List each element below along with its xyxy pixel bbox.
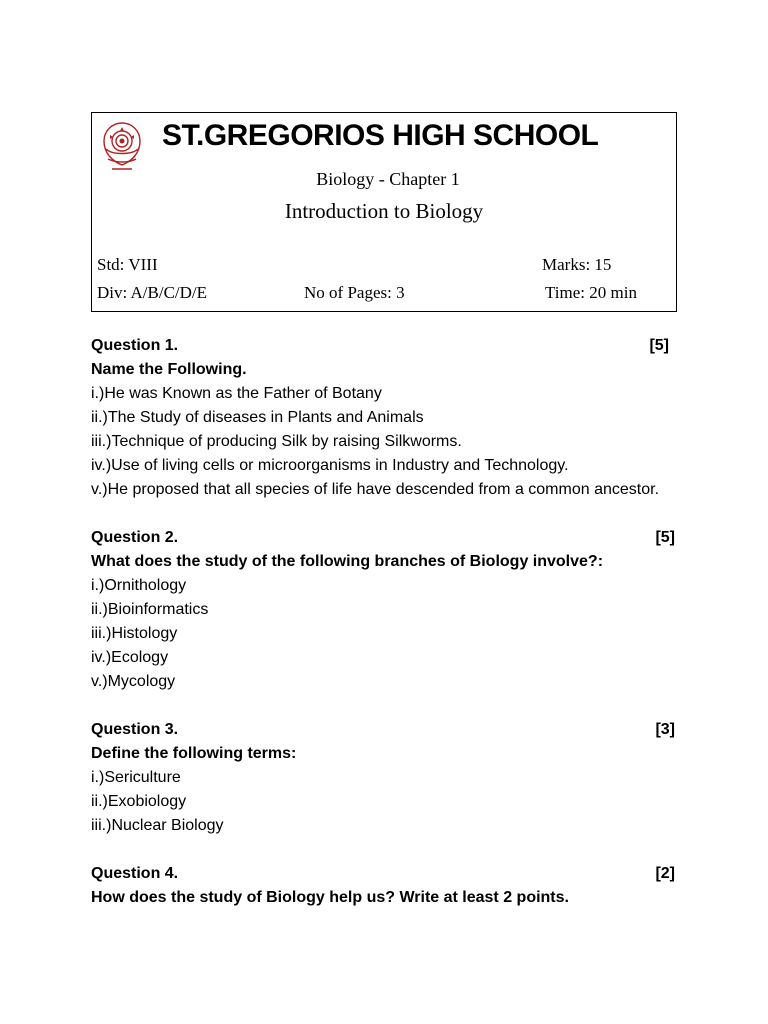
- question-title: Question 1.: [91, 337, 179, 354]
- question-marks: [5]: [655, 529, 675, 546]
- question-block: [91, 862, 677, 910]
- question-item: i.)Ornithology: [91, 577, 187, 594]
- question-item: ii.)Bioinformatics: [91, 601, 209, 618]
- question-header: [91, 718, 677, 742]
- question-item: i.)Sericulture: [91, 769, 181, 786]
- question-marks: [5]: [649, 337, 669, 354]
- question-instruction: How does the study of Biology help us? Write at least 2 points.: [91, 889, 569, 906]
- question-item: i.)He was Known as the Father of Botany: [91, 385, 382, 402]
- std-label: Std: VIII: [97, 255, 158, 274]
- div-label: Div: A/B/C/D/E: [97, 283, 208, 302]
- question-title: Question 4.: [91, 865, 179, 882]
- header-box: [91, 112, 677, 312]
- question-item: iv.)Use of living cells or microorganisms in Industry and Technology.: [91, 457, 569, 474]
- question-item: v.)He proposed that all species of life have descended from a common ancestor.: [91, 481, 660, 498]
- question-title: Question 2.: [91, 529, 179, 546]
- time-label: Time: 20 min: [545, 283, 637, 302]
- question-item: iii.)Technique of producing Silk by raising Silkworms.: [91, 433, 462, 450]
- question-block: [91, 718, 677, 838]
- question-item: ii.)Exobiology: [91, 793, 187, 810]
- question-instruction: Name the Following.: [91, 361, 247, 378]
- question-marks: [2]: [655, 865, 675, 882]
- question-block: [91, 526, 677, 694]
- marks-label: Marks: 15: [542, 255, 612, 274]
- question-item: iii.)Histology: [91, 625, 178, 642]
- question-header: [91, 862, 677, 886]
- question-title: Question 3.: [91, 721, 179, 738]
- question-block: [91, 334, 677, 502]
- question-item: iii.)Nuclear Biology: [91, 817, 224, 834]
- question-header: [91, 526, 677, 550]
- pages-label: No of Pages: 3: [304, 283, 405, 302]
- school-name: ST.GREGORIOS HIGH SCHOOL: [162, 119, 599, 152]
- chapter-title: Introduction to Biology: [284, 199, 484, 223]
- question-marks: [3]: [655, 721, 675, 738]
- question-header: [91, 334, 677, 358]
- question-item: v.)Mycology: [91, 673, 176, 690]
- question-instruction: What does the study of the following branches of Biology involve?:: [91, 553, 604, 570]
- school-crest-icon: [98, 119, 146, 175]
- question-item: ii.)The Study of diseases in Plants and Animals: [91, 409, 424, 426]
- question-item: iv.)Ecology: [91, 649, 169, 666]
- questions-section: [91, 334, 677, 934]
- subject-chapter: Biology - Chapter 1: [316, 169, 460, 189]
- question-instruction: Define the following terms:: [91, 745, 297, 762]
